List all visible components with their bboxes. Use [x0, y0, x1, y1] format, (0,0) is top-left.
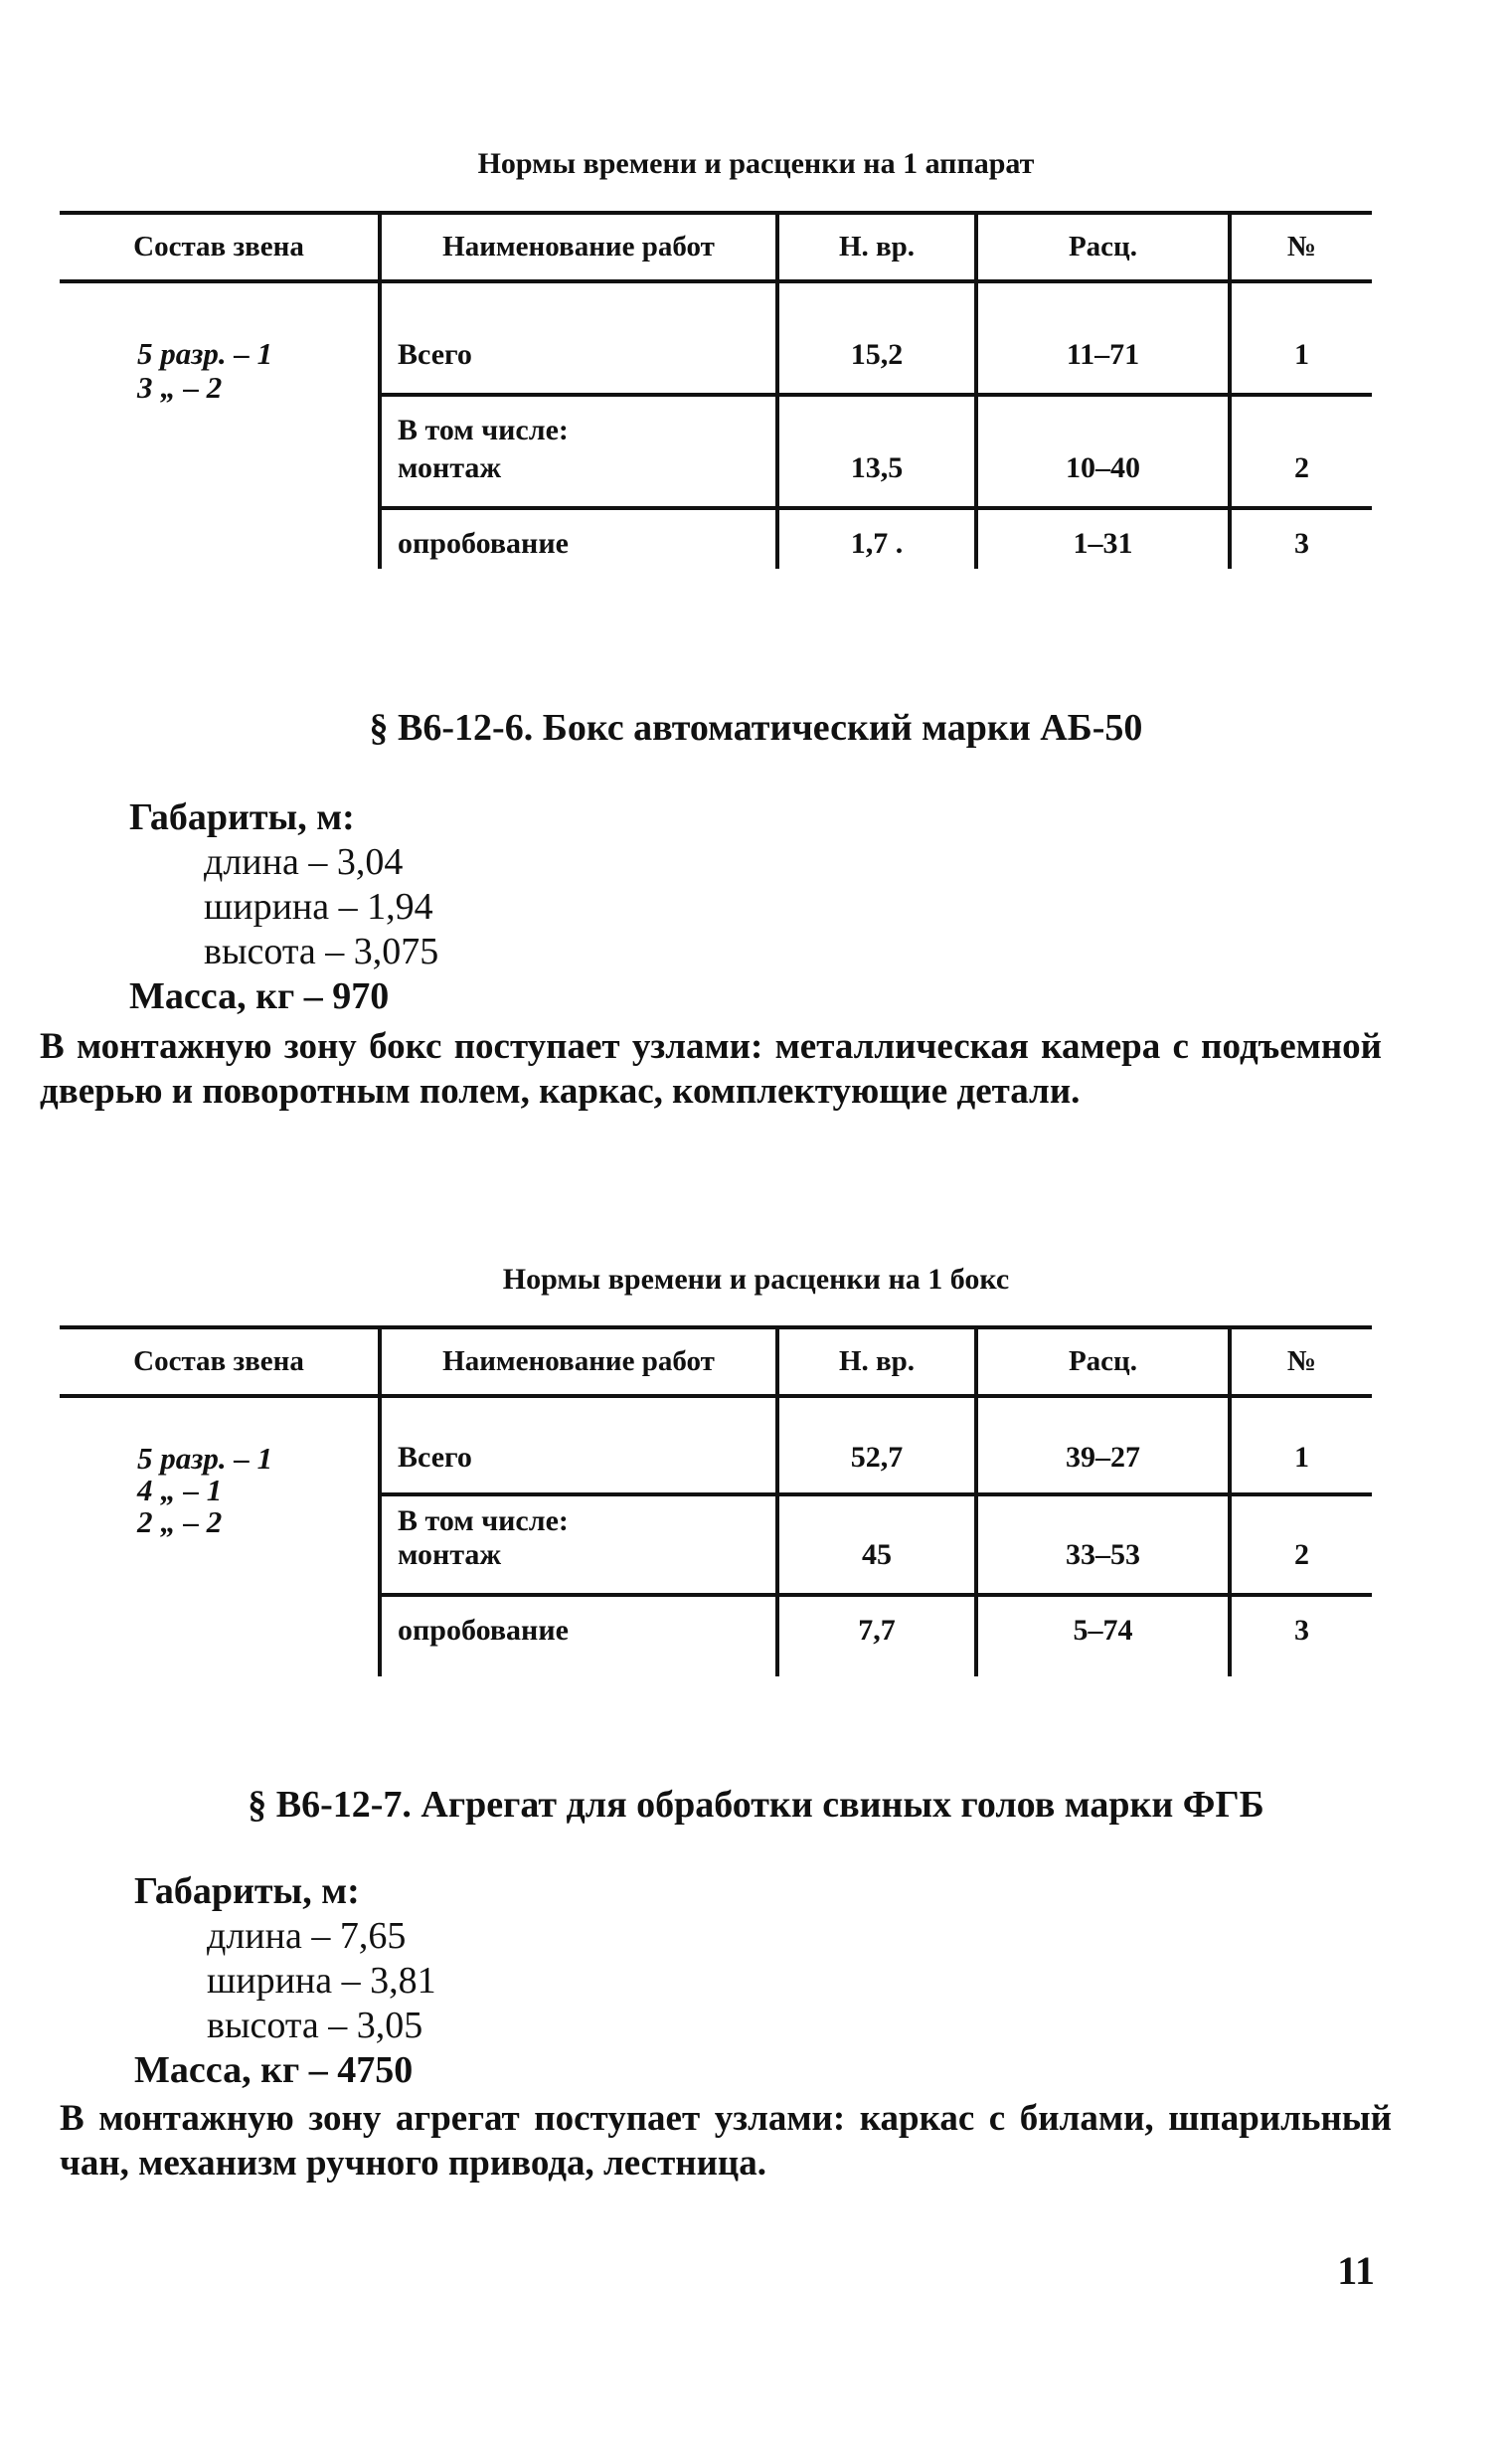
table2-cell-rate: 5–74 [1073, 1614, 1133, 1647]
table1-cell-name: монтаж [398, 451, 502, 484]
table2-header-hours: Н. вр. [838, 1345, 916, 1377]
table1-cell-name: опробование [398, 527, 569, 560]
table2-cell-rate: 33–53 [1066, 1538, 1140, 1571]
table1-cell-name-pre: В том числе: [398, 414, 569, 446]
table2 [60, 1325, 1372, 1676]
table1-cell-hours: 13,5 [850, 451, 904, 484]
section2-mass: Масса, кг – 4750 [134, 2049, 414, 2091]
table1-header-name: Наименование работ [442, 231, 715, 262]
section1-width: ширина – 1,94 [204, 886, 433, 928]
table2-crew-line: 5 разр. – 1 [137, 1441, 273, 1476]
section2-width: ширина – 3,81 [207, 1960, 436, 2002]
table2-cell-name: опробование [398, 1614, 569, 1647]
table1-cell-hours: 15,2 [850, 338, 904, 371]
table1-cell-rate: 11–71 [1066, 338, 1140, 371]
table1-cell-num: 3 [1294, 527, 1309, 560]
table2-header-num: № [1286, 1345, 1317, 1377]
table2-cell-name: монтаж [398, 1538, 502, 1571]
section2-dims-label: Габариты, м: [134, 1870, 360, 1912]
section1-mass: Масса, кг – 970 [129, 975, 390, 1017]
table2-cell-hours: 45 [862, 1538, 892, 1571]
table1-cell-num: 1 [1294, 338, 1309, 371]
table1-crew-line: 3 „ – 2 [137, 370, 223, 405]
table2-header-name: Наименование работ [442, 1345, 715, 1377]
table1-cell-hours: 1,7 . [850, 527, 904, 560]
table1-header-rate: Расц. [1068, 231, 1138, 262]
table2-header-rate: Расц. [1068, 1345, 1138, 1377]
table1-cell-rate: 1–31 [1073, 527, 1133, 560]
table1-caption: Нормы времени и расценки на 1 аппарат [477, 147, 1035, 180]
table1-cell-rate: 10–40 [1066, 451, 1140, 484]
page-number: 11 [1337, 2248, 1375, 2293]
table2-header-crew: Состав звена [133, 1345, 304, 1377]
table2-cell-num: 3 [1294, 1614, 1309, 1647]
section2-height: высота – 3,05 [207, 2005, 423, 2046]
table2-cell-hours: 7,7 [858, 1614, 896, 1647]
section1-height: высота – 3,075 [204, 931, 439, 972]
section2-length: длина – 7,65 [207, 1915, 407, 1957]
section1-title: § В6-12-6. Бокс автоматический марки АБ-50 [369, 707, 1143, 749]
section1-dims-label: Габариты, м: [129, 796, 355, 838]
table1 [60, 211, 1372, 569]
section1-paragraph: В монтажную зону бокс поступает узлами: металлическая камера с подъемной дверью и поворотным полем, каркас, комплектующие детали. [40, 1026, 1382, 1112]
table2-cell-hours: 52,7 [850, 1441, 904, 1474]
table2-cell-num: 1 [1294, 1441, 1309, 1474]
table2-crew-line: 4 „ – 1 [137, 1473, 223, 1507]
table1-crew-line: 5 разр. – 1 [137, 336, 273, 371]
table2-cell-name-pre: В том числе: [398, 1504, 569, 1537]
section2-paragraph: В монтажную зону агрегат поступает узлами: каркас с билами, шпарильный чан, механизм ручного привода, лестница. [60, 2098, 1392, 2184]
table1-header-crew: Состав звена [133, 231, 304, 262]
table1-header-num: № [1286, 231, 1317, 262]
table1-cell-name: Всего [398, 338, 472, 371]
table1-header-hours: Н. вр. [838, 231, 916, 262]
table2-cell-rate: 39–27 [1066, 1441, 1140, 1474]
table2-crew-line: 2 „ – 2 [137, 1504, 223, 1539]
section1-length: длина – 3,04 [204, 841, 404, 883]
table1-cell-num: 2 [1294, 451, 1309, 484]
table2-cell-num: 2 [1294, 1538, 1309, 1571]
section2-title: § В6-12-7. Агрегат для обработки свиных голов марки ФГБ [248, 1784, 1264, 1826]
table2-cell-name: Всего [398, 1441, 472, 1474]
table2-caption: Нормы времени и расценки на 1 бокс [502, 1263, 1010, 1296]
